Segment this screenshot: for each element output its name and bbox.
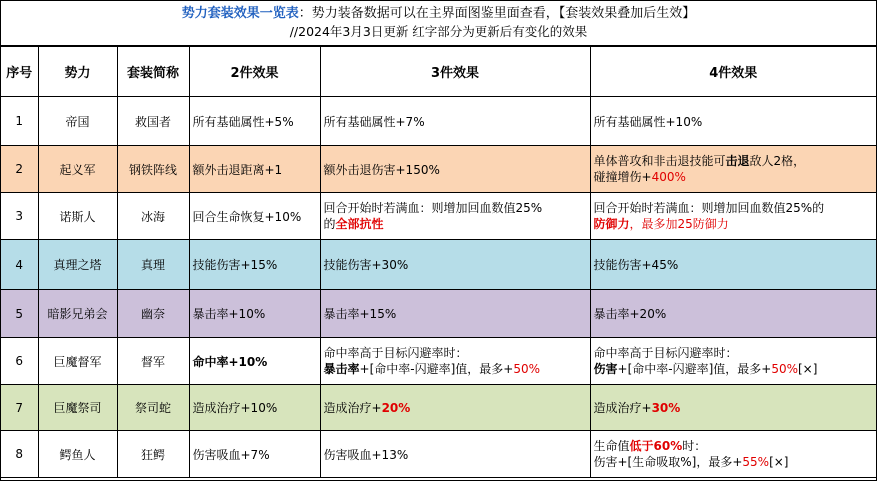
text: +[命中率-闪避率]值，最多+ — [617, 362, 772, 376]
cell-faction: 诺斯人 — [38, 193, 117, 240]
cell-faction: 帝国 — [38, 97, 117, 146]
col-header-3pc: 3件效果 — [320, 47, 590, 97]
title-rest: ：势力装备数据可以在主界面图鉴里面查看，【套装效果叠加后生效】 — [298, 6, 696, 21]
text: 造成治疗+ — [593, 401, 652, 415]
cell-faction: 起义军 — [38, 146, 117, 193]
text: 回合开始时若满血：则增加回血数值25%的 — [593, 201, 825, 215]
col-header-4pc: 4件效果 — [590, 47, 876, 97]
set-effect-table — [1, 46, 876, 478]
text: 敌人2格， — [749, 154, 806, 168]
text-red-bold: 防御力 — [593, 217, 630, 231]
text: 造成治疗+ — [323, 401, 382, 415]
table-row — [1, 240, 876, 290]
cell-4pc — [590, 146, 876, 193]
cell-3pc — [320, 193, 590, 240]
text-red: 55% — [742, 455, 770, 469]
cell-faction: 暗影兄弟会 — [38, 290, 117, 338]
sheet-title — [1, 1, 876, 46]
cell-no: 1 — [1, 97, 38, 146]
table-row — [1, 193, 876, 240]
cell-4pc: 所有基础属性+10% — [590, 97, 876, 146]
text: [×] — [769, 455, 789, 469]
cell-short: 钢铁阵线 — [117, 146, 189, 193]
cell-4pc — [590, 431, 876, 478]
cell-no: 4 — [1, 240, 38, 290]
cell-4pc — [590, 338, 876, 385]
cell-short: 冰海 — [117, 193, 189, 240]
header-row — [1, 47, 876, 97]
col-header-faction: 势力 — [38, 47, 117, 97]
cell-2pc: 所有基础属性+5% — [189, 97, 320, 146]
cell-4pc — [590, 193, 876, 240]
text-red-bold: 低于60% — [629, 439, 683, 453]
cell-2pc: 回合生命恢复+10% — [189, 193, 320, 240]
cell-short: 幽奈 — [117, 290, 189, 338]
cell-no: 7 — [1, 385, 38, 431]
col-header-2pc: 2件效果 — [189, 47, 320, 97]
cell-faction: 鳄鱼人 — [38, 431, 117, 478]
cell-3pc — [320, 385, 590, 431]
cell-faction: 巨魔祭司 — [38, 385, 117, 431]
text-red: 50% — [771, 362, 798, 376]
col-header-short: 套装简称 — [117, 47, 189, 97]
text-bold: 暴击率 — [323, 362, 360, 376]
table-row — [1, 97, 876, 146]
col-header-no: 序号 — [1, 47, 38, 97]
text: 回合开始时若满血：则增加回血数值25% — [323, 201, 543, 215]
cell-2pc: 技能伤害+15% — [189, 240, 320, 290]
table-row — [1, 385, 876, 431]
text-red-bold: 30% — [651, 401, 681, 415]
cell-short: 祭司蛇 — [117, 385, 189, 431]
cell-no: 8 — [1, 431, 38, 478]
cell-short: 督军 — [117, 338, 189, 385]
cell-no: 5 — [1, 290, 38, 338]
cell-no: 3 — [1, 193, 38, 240]
text-red: 400% — [651, 170, 686, 184]
table-row — [1, 146, 876, 193]
text: 生命值 — [593, 439, 630, 453]
title-strong: 势力套装效果一览表 — [181, 6, 299, 21]
cell-2pc: 造成治疗+10% — [189, 385, 320, 431]
text: +[命中率-闪避率]值，最多+ — [359, 362, 514, 376]
text: 单体普攻和非击退技能可 — [593, 154, 726, 168]
cell-3pc — [320, 338, 590, 385]
cell-faction: 真理之塔 — [38, 240, 117, 290]
text: 命中率高于目标闪避率时： — [593, 346, 738, 360]
title-line — [1, 5, 876, 23]
subtitle: //2024年3月3日更新 红字部分为更新后有变化的效果 — [289, 24, 588, 39]
cell-2pc: 命中率+10% — [189, 338, 320, 385]
cell-2pc: 伤害吸血+7% — [189, 431, 320, 478]
text-bold: 击退 — [725, 154, 750, 168]
table-row — [1, 290, 876, 338]
text: 伤害+[生命吸取%]，最多+ — [593, 455, 743, 469]
text-red: ，最多加25防御力 — [629, 217, 729, 231]
text-red-bold: 20% — [381, 401, 411, 415]
cell-short: 救国者 — [117, 97, 189, 146]
text-red-bold: 全部抗性 — [335, 217, 384, 231]
text: 时： — [682, 439, 707, 453]
cell-no: 6 — [1, 338, 38, 385]
cell-3pc: 暴击率+15% — [320, 290, 590, 338]
cell-4pc: 技能伤害+45% — [590, 240, 876, 290]
cell-4pc: 暴击率+20% — [590, 290, 876, 338]
table-row — [1, 338, 876, 385]
text: 的 — [323, 217, 336, 231]
cell-4pc — [590, 385, 876, 431]
text-red: 50% — [513, 362, 540, 376]
table-row — [1, 431, 876, 478]
text: [×] — [798, 362, 818, 376]
cell-2pc: 暴击率+10% — [189, 290, 320, 338]
cell-3pc: 额外击退伤害+150% — [320, 146, 590, 193]
cell-3pc: 所有基础属性+7% — [320, 97, 590, 146]
cell-2pc: 额外击退距离+1 — [189, 146, 320, 193]
cell-faction: 巨魔督军 — [38, 338, 117, 385]
cell-3pc: 伤害吸血+13% — [320, 431, 590, 478]
cell-short: 狂鳄 — [117, 431, 189, 478]
text-bold: 伤害 — [593, 362, 618, 376]
cell-3pc: 技能伤害+30% — [320, 240, 590, 290]
cell-short: 真理 — [117, 240, 189, 290]
cell-no: 2 — [1, 146, 38, 193]
text: 命中率高于目标闪避率时： — [323, 346, 468, 360]
text: 碰撞增伤+ — [593, 170, 652, 184]
